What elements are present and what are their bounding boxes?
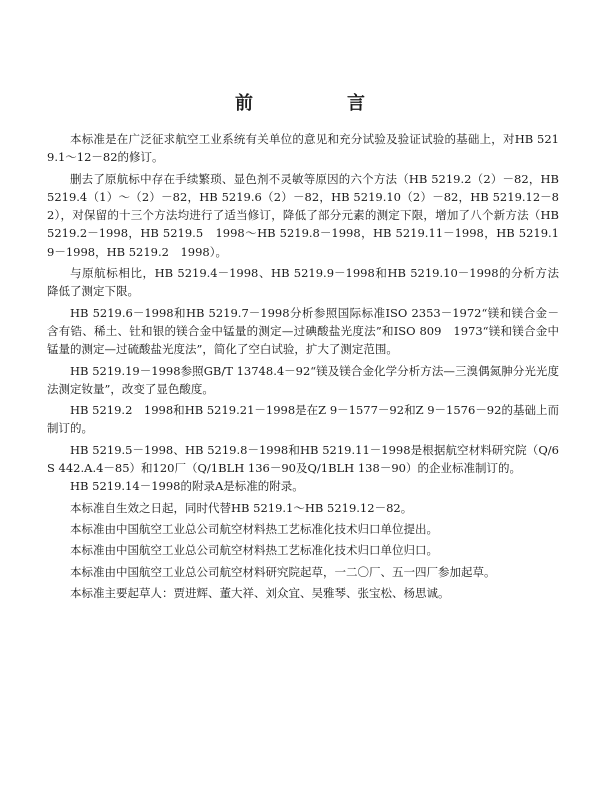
- paragraph-removed-methods: 删去了原航标中存在手续繁琐、显色剂不灵敏等原因的六个方法（HB 5219.2（2）－82，HB 5219.4（1）～（2）－82，HB 5219.6（2）－82，HB 5219.10（2）－82，HB 5219.12－82），对保留的十三个方法均进行了适当修订，降低了部分元素的测定下限，增加了八个新方法（HB 5219.2－1998，HB 5219.5 1998～HB 5219.8－1998，HB 5219.11－1998，HB 5219.19－1998，HB 5219.2 1998）。: [47, 171, 559, 259]
- paragraph-appendix: HB 5219.14－1998的附录A是标准的附录。: [70, 479, 304, 494]
- paragraph-drafters: 本标准主要起草人：贾进辉、董大祥、刘众宜、吴雅琴、张宝松、杨思诚。: [70, 585, 450, 600]
- page-title: 前 言: [235, 93, 403, 114]
- paragraph-proposed-by: 本标准由中国航空工业总公司航空材料热工艺标准化技术归口单位提出。: [70, 521, 438, 536]
- paragraph-replaces: 本标准自生效之日起，同时代替HB 5219.1～HB 5219.12－82。: [70, 500, 413, 515]
- paragraph-gbt-reference: HB 5219.19－1998参照GB/T 13748.4－92“镁及镁合金化学分析方法—三溴偶氮胂分光光度法测定钕量”，改变了显色酸度。: [47, 363, 559, 396]
- paragraph-drafted-by: 本标准由中国航空工业总公司航空材料研究院起草，一二〇厂、五一四厂参加起草。: [70, 564, 496, 579]
- paragraph-intro: 本标准是在广泛征求航空工业系统有关单位的意见和充分试验及验证试验的基础上，对HB 5219.1～12－82的修订。: [47, 132, 559, 165]
- paragraph-comparison: 与原航标相比，HB 5219.4－1998、HB 5219.9－1998和HB 5219.10－1998的分析方法降低了测定下限。: [47, 266, 559, 299]
- paragraph-managed-by: 本标准由中国航空工业总公司航空材料热工艺标准化技术归口单位归口。: [70, 543, 438, 558]
- paragraph-z9-basis: HB 5219.2 1998和HB 5219.21－1998是在Z 9－1577－92和Z 9－1576－92的基础上而制订的。: [47, 403, 559, 436]
- document-body: [47, 130, 559, 602]
- paragraph-enterprise-standards: HB 5219.5－1998、HB 5219.8－1998和HB 5219.11－1998是根据航空材料研究院（Q/6S 442.A.4－85）和120厂（Q/1BLH 136－90及Q/1BLH 138－90）的企业标准制订的。: [47, 442, 559, 476]
- paragraph-iso-reference: HB 5219.6－1998和HB 5219.7－1998分析参照国际标准ISO 2353－1972“镁和镁合金－含有锆、稀土、钍和银的镁合金中锰量的测定—过碘酸盐光度法”和ISO 809 1973“镁和镁合金中锰量的测定—过硫酸盐光度法”，简化了空白试验，扩大了测定范围。: [47, 305, 559, 357]
